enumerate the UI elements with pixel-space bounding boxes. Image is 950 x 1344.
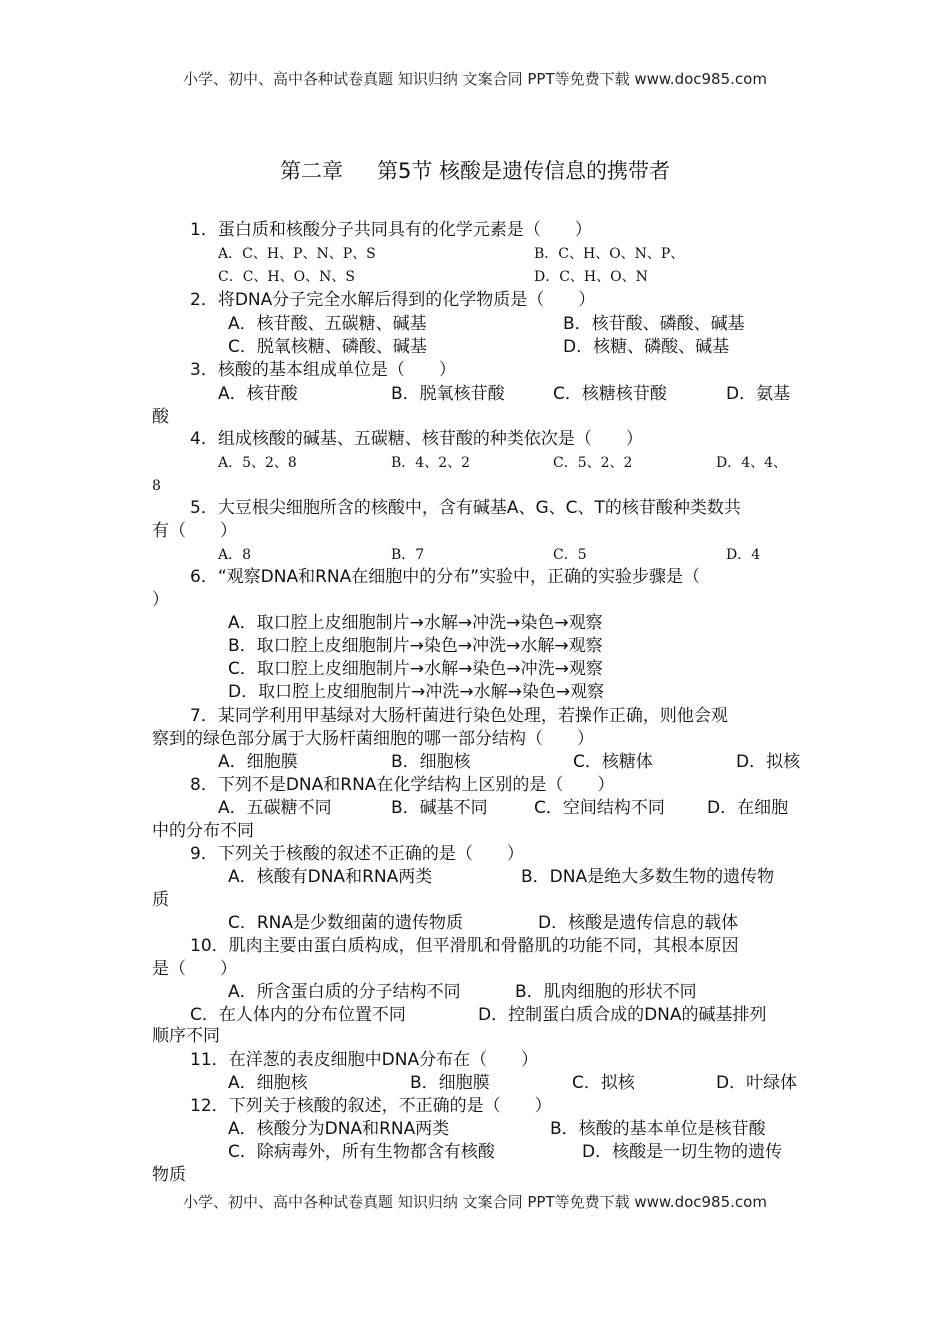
option: C．除病毒外，所有生物都含有核酸 — [228, 1142, 495, 1162]
option: A．核酸分为DNA和RNA两类 — [228, 1119, 450, 1139]
question-6: 6．“观察DNA和RNA在细胞中的分布”实验中，正确的实验步骤是（ — [190, 567, 701, 587]
option: A．取口腔上皮细胞制片→水解→冲洗→染色→观察 — [228, 613, 603, 633]
option: B．核酸的基本单位是核苷酸 — [550, 1119, 766, 1139]
page-header: 小学、初中、高中各种试卷真题 知识归纳 文案合同 PPT等免费下载 www.doc985.com — [183, 70, 767, 88]
option: D．控制蛋白质合成的DNA的碱基排列 — [478, 1005, 767, 1025]
question-9: 9．下列关于核酸的叙述不正确的是（ ） — [190, 844, 524, 864]
option: D．核糖、磷酸、碱基 — [563, 337, 730, 357]
option: B．核苷酸、磷酸、碱基 — [563, 314, 745, 334]
option-continuation: 物质 — [152, 1165, 186, 1185]
option: A．核苷酸、五碳糖、碱基 — [228, 314, 427, 334]
question-3: 3．核酸的基本组成单位是（ ） — [190, 360, 456, 380]
chapter-label: 第二章 — [279, 159, 343, 183]
option: B．细胞膜 — [410, 1073, 490, 1093]
option: C．C、H、O、N、S — [218, 269, 355, 285]
option: A．核酸有DNA和RNA两类 — [228, 867, 433, 887]
option: D．4、4、 — [716, 455, 788, 471]
option: C．拟核 — [572, 1073, 635, 1093]
question-10: 10．肌肉主要由蛋白质构成，但平滑肌和骨骼肌的功能不同，其根本原因 — [190, 936, 739, 956]
page-title — [0, 155, 950, 185]
option-continuation: 顺序不同 — [152, 1026, 220, 1046]
option: A．细胞膜 — [218, 752, 298, 772]
question-2: 2．将DNA分子完全水解后得到的化学物质是（ ） — [190, 290, 596, 310]
option: B．4、2、2 — [391, 455, 471, 471]
option: D．拟核 — [736, 752, 801, 772]
question-4: 4．组成核酸的碱基、五碳糖、核苷酸的种类依次是（ ） — [190, 429, 643, 449]
option: A．8 — [218, 547, 252, 563]
option: A．五碳糖不同 — [218, 798, 332, 818]
option: D．4 — [726, 547, 761, 563]
question-6-continuation: ） — [152, 590, 169, 610]
option: D．核酸是一切生物的遗传 — [582, 1142, 783, 1162]
option: B．DNA是绝大多数生物的遗传物 — [521, 867, 775, 887]
question-7-continuation: 察到的绿色部分属于大肠杆菌细胞的哪一部分结构（ ） — [152, 729, 594, 749]
option: D．取口腔上皮细胞制片→冲洗→水解→染色→观察 — [228, 682, 605, 702]
option: D．C、H、O、N — [534, 269, 648, 285]
option: C．取口腔上皮细胞制片→水解→染色→冲洗→观察 — [228, 659, 603, 679]
question-7: 7．某同学利用甲基绿对大肠杆菌进行染色处理，若操作正确，则他会观 — [190, 706, 728, 726]
option: C．在人体内的分布位置不同 — [190, 1005, 406, 1025]
option: B．碱基不同 — [391, 798, 488, 818]
option: B．脱氧核苷酸 — [391, 384, 505, 404]
option-continuation: 8 — [152, 478, 161, 494]
question-5: 5．大豆根尖细胞所含的核酸中，含有碱基A、G、C、T的核苷酸种类数共 — [190, 498, 741, 518]
question-12: 12．下列关于核酸的叙述，不正确的是（ ） — [190, 1096, 552, 1116]
option: C．RNA是少数细菌的遗传物质 — [228, 913, 464, 933]
question-11: 11．在洋葱的表皮细胞中DNA分布在（ ） — [190, 1050, 539, 1070]
option: C．5、2、2 — [553, 455, 633, 471]
option: B．7 — [391, 547, 425, 563]
option: D．氨基 — [726, 384, 791, 404]
option: C．核糖核苷酸 — [553, 384, 667, 404]
option: A．5、2、8 — [218, 455, 297, 471]
option: A．核苷酸 — [218, 384, 298, 404]
option-continuation: 中的分布不同 — [152, 821, 254, 841]
option: C．空间结构不同 — [534, 798, 665, 818]
option: C．5 — [553, 547, 587, 563]
option: A．细胞核 — [228, 1073, 308, 1093]
option: D．核酸是遗传信息的载体 — [538, 913, 739, 933]
option: C．核糖体 — [573, 752, 653, 772]
question-1: 1．蛋白质和核酸分子共同具有的化学元素是（ ） — [190, 220, 592, 240]
question-8: 8．下列不是DNA和RNA在化学结构上区别的是（ ） — [190, 775, 615, 795]
option: B．C、H、O、N、P、 — [534, 246, 685, 262]
question-10-continuation: 是（ ） — [152, 959, 237, 979]
section-label: 第5节 核酸是遗传信息的携带者 — [376, 159, 671, 183]
option: A．所含蛋白质的分子结构不同 — [228, 982, 461, 1002]
question-5-continuation: 有（ ） — [152, 521, 237, 541]
option: B．细胞核 — [391, 752, 471, 772]
option-continuation: 质 — [152, 890, 169, 910]
option: B．取口腔上皮细胞制片→染色→冲洗→水解→观察 — [228, 636, 603, 656]
option: D．叶绿体 — [716, 1073, 798, 1093]
option: A．C、H、P、N、P、S — [218, 246, 376, 262]
option-continuation: 酸 — [152, 407, 169, 427]
option: C．脱氧核糖、磷酸、碱基 — [228, 337, 427, 357]
option: B．肌肉细胞的形状不同 — [515, 982, 697, 1002]
page-footer: 小学、初中、高中各种试卷真题 知识归纳 文案合同 PPT等免费下载 www.doc985.com — [183, 1193, 767, 1211]
option: D．在细胞 — [707, 798, 789, 818]
